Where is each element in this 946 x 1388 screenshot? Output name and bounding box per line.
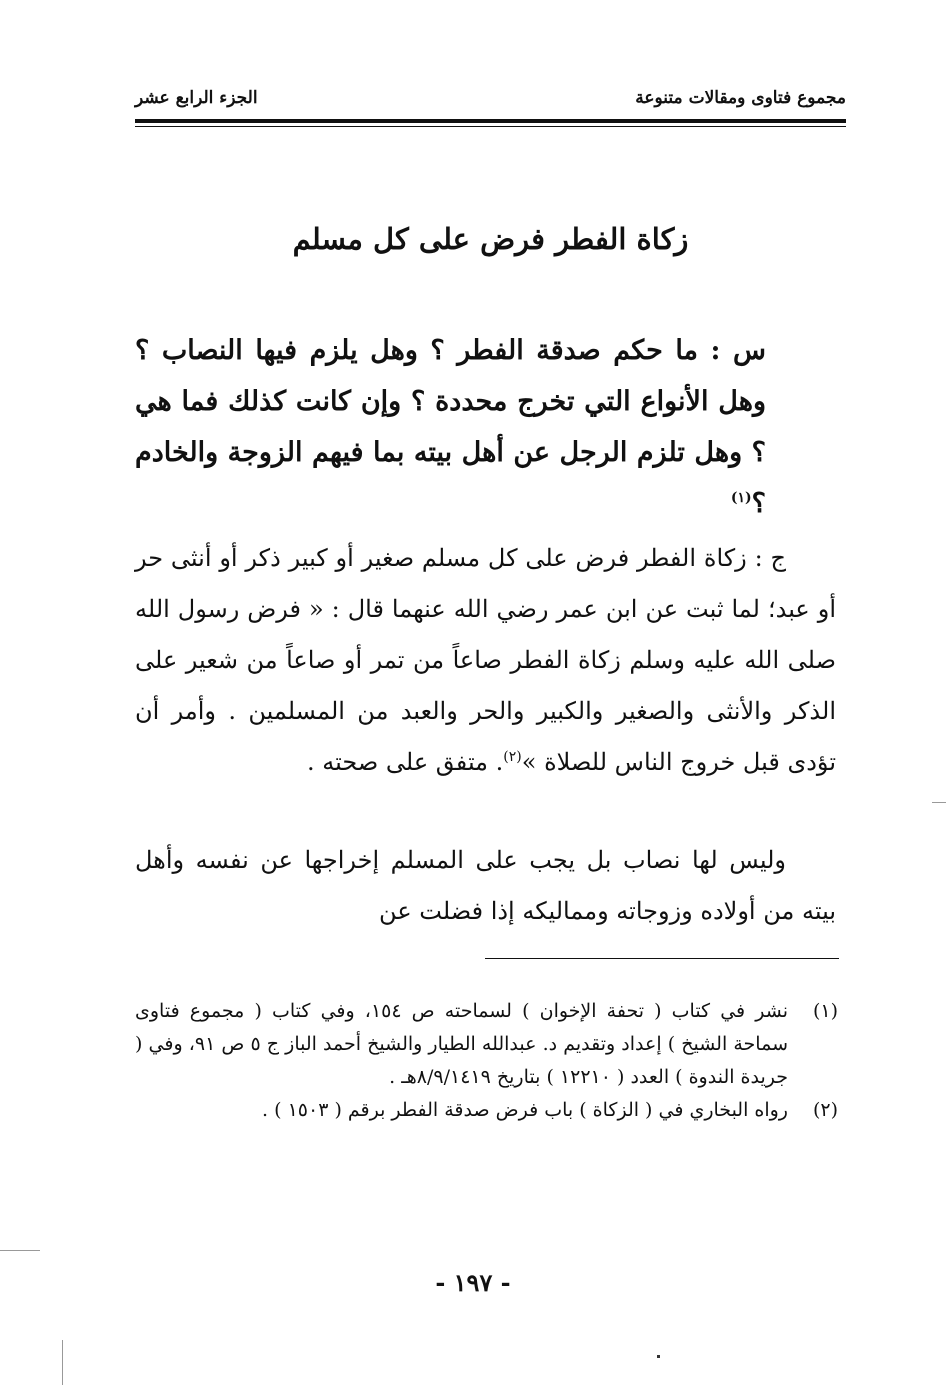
scan-artifact bbox=[932, 802, 946, 803]
header-volume: الجزء الرابع عشر bbox=[135, 88, 258, 108]
footnote-text: رواه البخاري في ( الزكاة ) باب فرض صدقة الفطر برقم ( ١٥٠٣ ) . bbox=[262, 1099, 788, 1121]
running-header bbox=[135, 88, 846, 118]
question-text: س : ما حكم صدقة الفطر ؟ وهل يلزم فيها النصاب ؟ وهل الأنواع التي تخرج محددة ؟ وإن كانت كذلك فما هي ؟ وهل تلزم الرجل عن أهل بيته بما فيهم الزوجة والخادم ؟ bbox=[135, 335, 766, 519]
footnotes bbox=[135, 995, 838, 1127]
footnote-separator bbox=[485, 958, 839, 959]
answer-paragraph bbox=[135, 533, 836, 788]
question-paragraph bbox=[135, 325, 766, 529]
answer-tail: . متفق على صحته . bbox=[307, 748, 504, 776]
scan-artifact bbox=[0, 1250, 40, 1251]
scan-artifact bbox=[657, 1355, 660, 1358]
answer-footnote-ref: (٢) bbox=[503, 749, 522, 765]
footnote-number: (٢) bbox=[812, 1099, 838, 1121]
body-paragraph bbox=[135, 835, 836, 937]
footnote-1 bbox=[135, 995, 838, 1094]
scan-artifact bbox=[62, 1340, 63, 1385]
question-footnote-ref: (١) bbox=[730, 490, 752, 506]
section-title: زكاة الفطر فرض على كل مسلم bbox=[292, 222, 689, 256]
paragraph-text: وليس لها نصاب بل يجب على المسلم إخراجها عن نفسه وأهل بيته من أولاده وزوجاته ومماليكه إذا فضلت عن bbox=[135, 846, 836, 925]
page-number: - ١٩٧ - bbox=[435, 1268, 511, 1297]
answer-text: ج : زكاة الفطر فرض على كل مسلم صغير أو كبير ذكر أو أنثى حر أو عبد؛ لما ثبت عن ابن عمر رضي الله عنهما قال : « فرض رسول الله صلى الله عليه وسلم زكاة الفطر صاعاً من تمر أو صاعاً من شعير على الذكر والأنثى والصغير والكبير والحر والعبد من المسلمين . وأمر أن تؤدى قبل خروج الناس للصلاة » bbox=[135, 544, 836, 776]
footnote-2 bbox=[135, 1094, 838, 1127]
header-rule-thick bbox=[135, 119, 846, 123]
footnote-text: نشر في كتاب ( تحفة الإخوان ) لسماحته ص ١٥٤، وفي كتاب ( مجموع فتاوى سماحة الشيخ ) إعداد وتقديم د. عبدالله الطيار والشيخ أحمد الباز ج ٥ ص ٩١، وفي ( جريدة الندوة ) العدد ( ١٢٢١٠ ) بتاريخ ٨/٩/١٤١٩هـ . bbox=[135, 1000, 788, 1088]
header-rule-thin bbox=[135, 126, 846, 127]
header-book-title: مجموع فتاوى ومقالات متنوعة bbox=[635, 88, 846, 108]
footnote-number: (١) bbox=[812, 1000, 838, 1022]
